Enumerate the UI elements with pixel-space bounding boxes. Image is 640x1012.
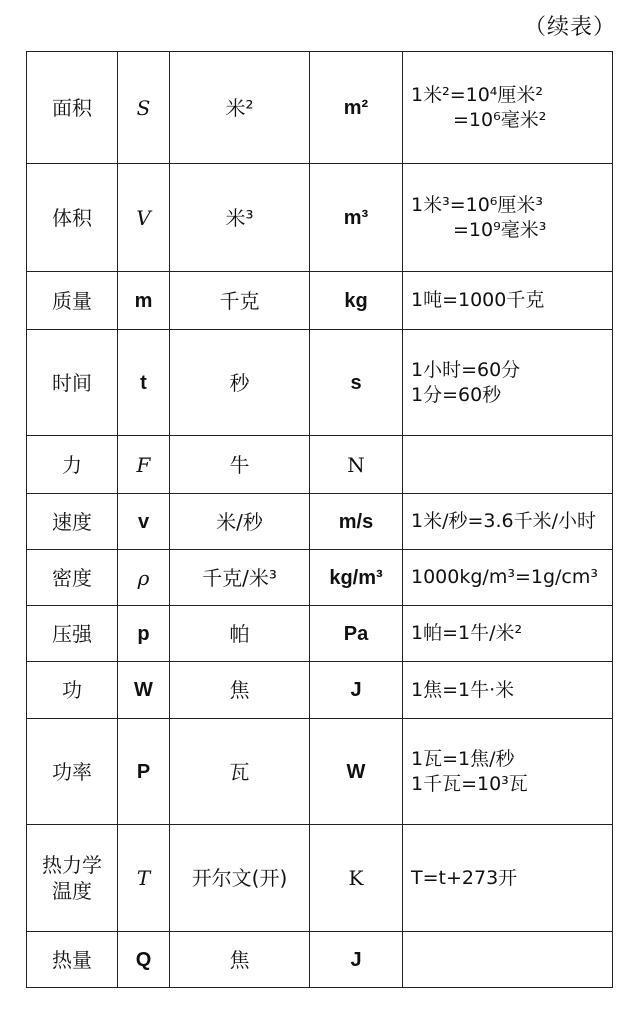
quantity-symbol: m [118, 272, 170, 330]
quantity-symbol: Q [118, 932, 170, 988]
quantity-symbol: T [118, 825, 170, 932]
quantity-symbol: V [118, 164, 170, 272]
unit-symbol: kg [310, 272, 403, 330]
quantity-name [27, 825, 118, 932]
unit-name: 牛 [170, 436, 310, 494]
table-row [27, 932, 613, 988]
unit-name: 千克 [170, 272, 310, 330]
table-row [27, 272, 613, 330]
quantity-symbol: F [118, 436, 170, 494]
table-row [27, 164, 613, 272]
relation-line: 1吨=1000千克 [411, 289, 545, 312]
quantity-symbol: t [118, 330, 170, 436]
quantity-symbol: p [118, 606, 170, 662]
quantity-symbol: S [118, 52, 170, 164]
relation-line: T=t+273开 [411, 866, 518, 889]
unit-name: 米² [170, 52, 310, 164]
units-table [26, 51, 613, 988]
quantity-name: 力 [27, 436, 118, 494]
unit-relation [403, 494, 613, 550]
quantity-name-line: 热力学 [42, 853, 102, 877]
unit-name: 开尔文(开) [170, 825, 310, 932]
unit-relation [403, 52, 613, 164]
quantity-name: 速度 [27, 494, 118, 550]
quantity-symbol: ρ [118, 550, 170, 606]
unit-relation [403, 164, 613, 272]
unit-name: 秒 [170, 330, 310, 436]
table-row [27, 825, 613, 932]
unit-symbol: J [310, 662, 403, 719]
unit-name: 瓦 [170, 719, 310, 825]
table-row [27, 494, 613, 550]
relation-line: 1米/秒=3.6千米/小时 [411, 510, 597, 533]
quantity-name: 功 [27, 662, 118, 719]
unit-symbol: Pa [310, 606, 403, 662]
unit-name: 焦 [170, 932, 310, 988]
unit-relation [403, 272, 613, 330]
relation-line: 1米³=10⁶厘米³ [411, 193, 544, 216]
table-row [27, 52, 613, 164]
quantity-symbol: W [118, 662, 170, 719]
quantity-name-line: 温度 [52, 879, 92, 903]
unit-symbol: J [310, 932, 403, 988]
relation-line: 1米²=10⁴厘米² [411, 83, 544, 106]
relation-line: 1小时=60分 [411, 358, 521, 381]
quantity-name: 压强 [27, 606, 118, 662]
relation-line: 1千瓦=10³瓦 [411, 772, 528, 795]
unit-relation [403, 825, 613, 932]
unit-symbol: m/s [310, 494, 403, 550]
quantity-name: 面积 [27, 52, 118, 164]
unit-relation [403, 550, 613, 606]
unit-name: 帕 [170, 606, 310, 662]
quantity-name: 密度 [27, 550, 118, 606]
relation-line: 1瓦=1焦/秒 [411, 747, 515, 770]
unit-relation [403, 436, 613, 494]
unit-relation [403, 719, 613, 825]
quantity-name: 体积 [27, 164, 118, 272]
unit-relation [403, 932, 613, 988]
unit-symbol: K [310, 825, 403, 932]
unit-relation [403, 330, 613, 436]
quantity-name: 时间 [27, 330, 118, 436]
quantity-name: 质量 [27, 272, 118, 330]
unit-symbol: W [310, 719, 403, 825]
quantity-symbol: P [118, 719, 170, 825]
table-row [27, 662, 613, 719]
table-row [27, 436, 613, 494]
unit-symbol: N [310, 436, 403, 494]
unit-name: 千克/米³ [170, 550, 310, 606]
quantity-name: 功率 [27, 719, 118, 825]
relation-line: 1分=60秒 [411, 383, 502, 406]
unit-relation [403, 662, 613, 719]
table-caption: （续表） [523, 15, 616, 40]
unit-symbol: kg/m³ [310, 550, 403, 606]
table-row [27, 719, 613, 825]
unit-name: 米/秒 [170, 494, 310, 550]
table-row [27, 330, 613, 436]
unit-relation [403, 606, 613, 662]
relation-line: 1焦=1牛·米 [411, 678, 515, 701]
unit-name: 焦 [170, 662, 310, 719]
unit-symbol: m³ [310, 164, 403, 272]
relation-line: =10⁹毫米³ [453, 218, 547, 241]
unit-symbol: m² [310, 52, 403, 164]
unit-name: 米³ [170, 164, 310, 272]
table-row [27, 606, 613, 662]
table-row [27, 550, 613, 606]
relation-line: 1000kg/m³=1g/cm³ [411, 566, 598, 589]
unit-symbol: s [310, 330, 403, 436]
relation-line: =10⁶毫米² [453, 108, 547, 131]
quantity-name: 热量 [27, 932, 118, 988]
relation-line: 1帕=1牛/米² [411, 622, 523, 645]
quantity-symbol: v [118, 494, 170, 550]
